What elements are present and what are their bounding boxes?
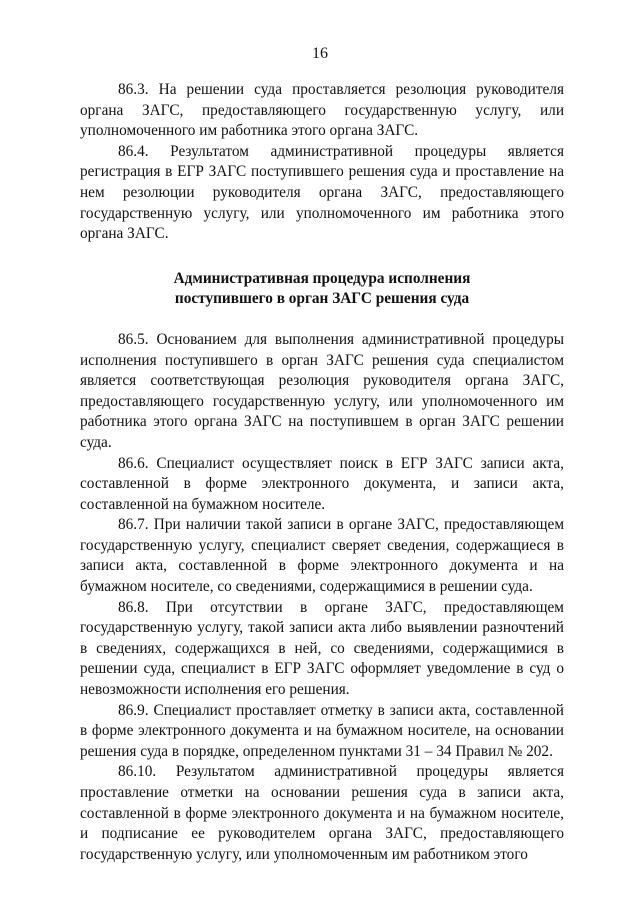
page-number: 16 (312, 45, 328, 62)
document-body (80, 80, 564, 865)
paragraph-86-7: 86.7. При наличии такой записи в органе ЗАГС, предоставляющем государственную услугу, специалист сверяет сведения, содержащиеся в записи акта, составленной в форме электронного документа и на бумажном носителе, со сведениями, содержащимися в решении суда. (80, 516, 564, 596)
paragraph-86-10: 86.10. Результатом административной процедуры является проставление отметки на основании решения суда в записи акта, составленной в форме электронного документа и на бумажном носителе, и подписание ее руководителем органа ЗАГС, предоставляющего государственную услугу, или уполномоченным им работником этого (80, 763, 564, 863)
paragraph-86-4: 86.4. Результатом административной процедуры является регистрация в ЕГР ЗАГС поступившего решения суда и проставление на нем резолюции руководителя органа ЗАГС, предоставляющего государственную услугу, или уполномоченного им работника этого органа ЗАГС. (80, 142, 564, 243)
paragraph-86-3: 86.3. На решении суда проставляется резолюция руководителя органа ЗАГС, предоставляющего государственную услугу, или уполномоченного им работника этого органа ЗАГС. (80, 81, 564, 140)
section-heading-line-2: поступившего в орган ЗАГС решения суда (174, 290, 470, 308)
paragraph-86-6: 86.6. Специалист осуществляет поиск в ЕГР ЗАГС записи акта, составленной в форме электронного документа, и записи акта, составленной на бумажном носителе. (80, 454, 564, 513)
paragraph-86-5: 86.5. Основанием для выполнения административной процедуры исполнения поступившего в орган ЗАГС решения суда специалистом является соответствующая резолюция руководителя органа ЗАГС, предоставляющего государственную услугу, или уполномоченного им работника этого органа ЗАГС на поступившем в орган ЗАГС решении суда. (80, 330, 564, 451)
paragraph-86-9: 86.9. Специалист проставляет отметку в записи акта, составленной в форме электронного документа и на бумажном носителе, на основании решения суда в порядке, определенном пунктами 31 – 34 Правил № 202. (80, 701, 564, 760)
paragraph-86-8: 86.8. При отсутствии в органе ЗАГС, предоставляющем государственную услугу, такой записи акта либо выявлении разночтений в сведениях, содержащихся в ней, со сведениями, содержащимися в решении суда, специалист в ЕГР ЗАГС оформляет уведомление в суд о невозможности исполнения его решения. (80, 598, 564, 699)
section-heading (80, 269, 564, 310)
section-heading-line-1: Административная процедура исполнения (173, 269, 471, 287)
